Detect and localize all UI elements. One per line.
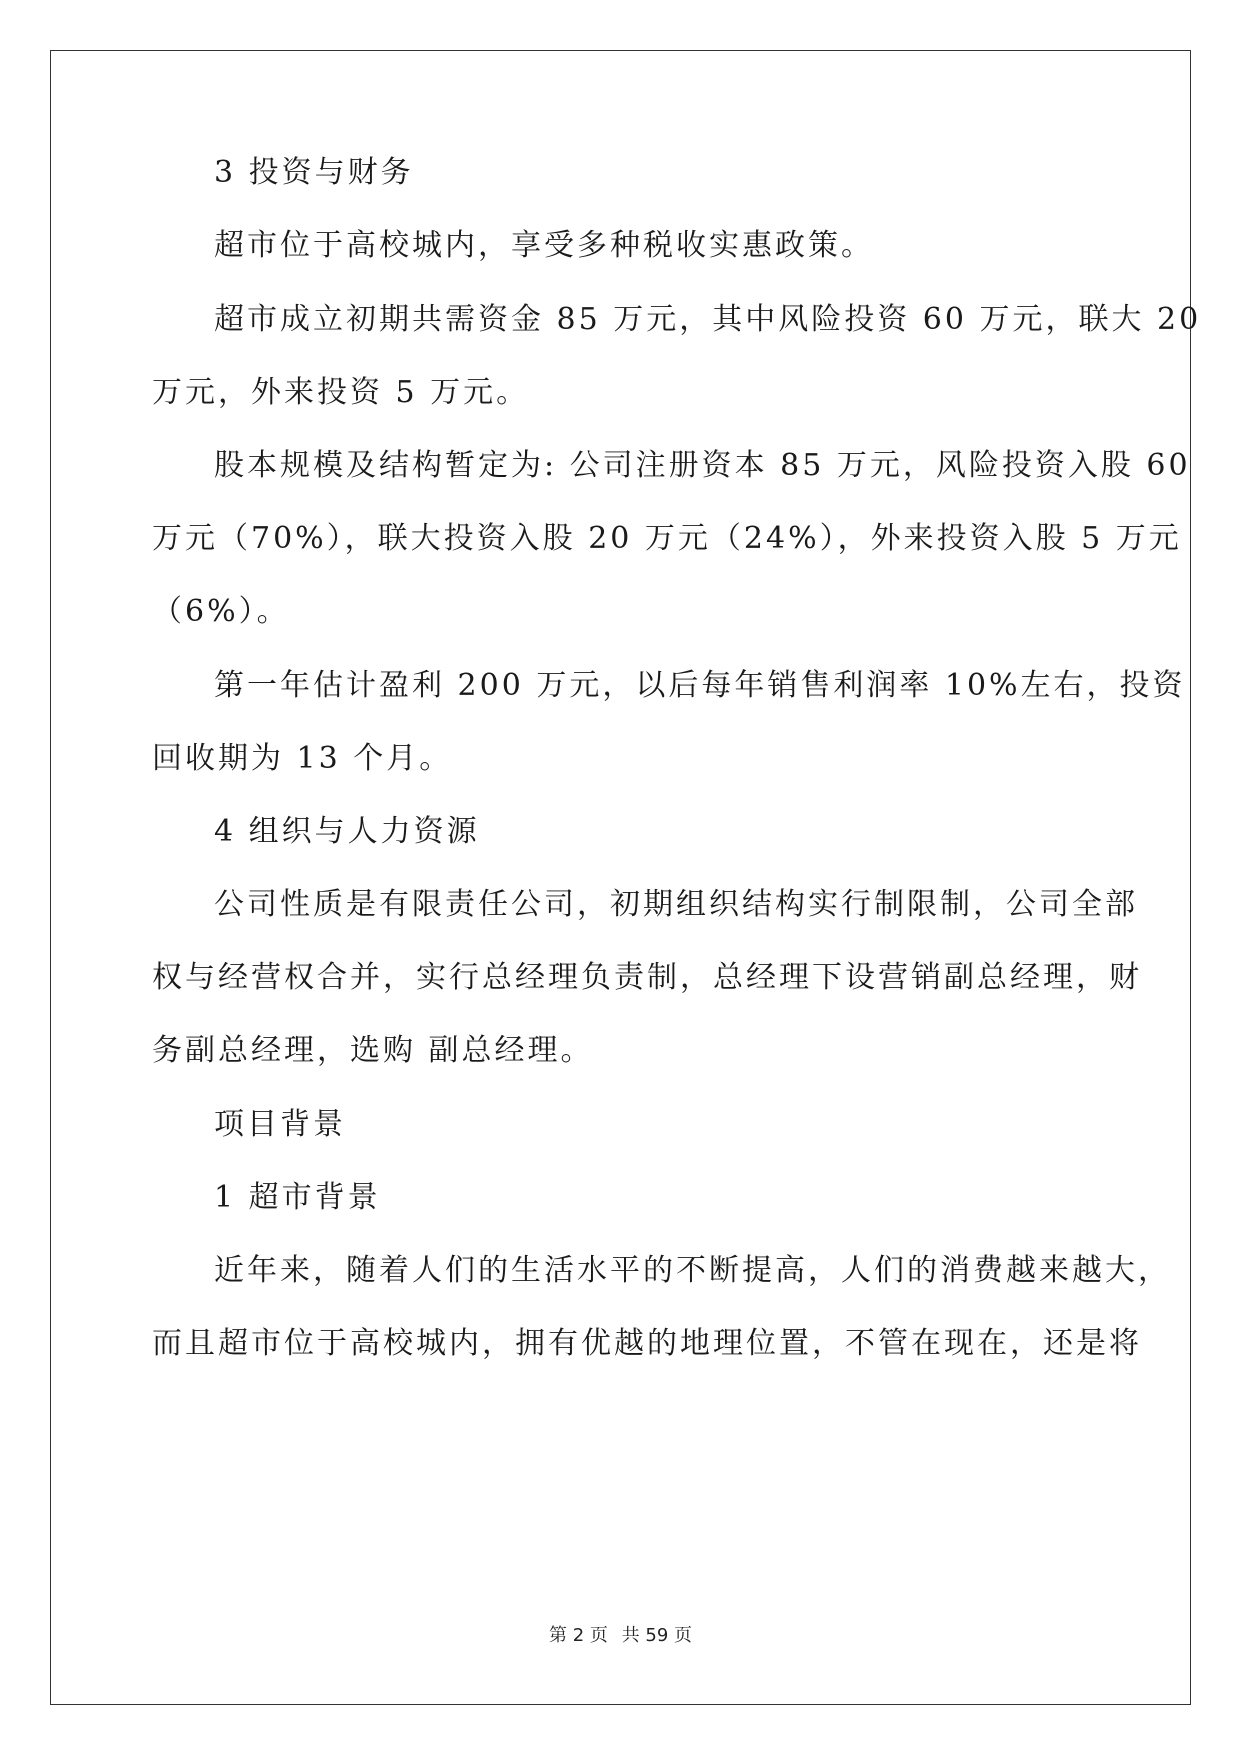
paragraph-line: 超市成立初期共需资金 85 万元，其中风险投资 60 万元，联大 20 <box>214 302 1202 337</box>
heading-project-background: 项目背景 <box>214 1107 346 1142</box>
paragraph-line: （6%）。 <box>152 594 290 629</box>
paragraph-line: 而且超市位于高校城内，拥有优越的地理位置，不管在现在，还是将 <box>152 1326 1142 1361</box>
page-footer <box>0 1621 1241 1647</box>
paragraph-line: 务副总经理，选购 副总经理。 <box>152 1033 594 1068</box>
paragraph-line: 权与经营权合并，实行总经理负责制，总经理下设营销副总经理，财 <box>152 960 1142 995</box>
page-border <box>50 50 1191 1705</box>
heading-organization-hr: 4 组织与人力资源 <box>214 814 480 849</box>
paragraph-line: 公司性质是有限责任公司，初期组织结构实行制限制，公司全部 <box>214 887 1138 922</box>
paragraph-line: 万元，外来投资 5 万元。 <box>152 375 530 410</box>
paragraph-line: 股本规模及结构暂定为: 公司注册资本 85 万元，风险投资入股 60 <box>214 448 1191 483</box>
paragraph-line: 回收期为 13 个月。 <box>152 741 453 776</box>
paragraph-line: 超市位于高校城内，享受多种税收实惠政策。 <box>214 228 874 263</box>
page-total: 共 59 页 <box>621 1625 692 1646</box>
paragraph-line: 万元（70%），联大投资入股 20 万元（24%），外来投资入股 5 万元 <box>152 521 1182 556</box>
page-number: 第 2 页 <box>549 1625 608 1646</box>
paragraph-line: 第一年估计盈利 200 万元，以后每年销售利润率 10%左右，投资 <box>214 668 1186 703</box>
heading-supermarket-background: 1 超市背景 <box>214 1180 381 1215</box>
paragraph-line: 近年来，随着人们的生活水平的不断提高，人们的消费越来越大， <box>214 1253 1171 1288</box>
heading-investment-finance: 3 投资与财务 <box>214 155 414 190</box>
